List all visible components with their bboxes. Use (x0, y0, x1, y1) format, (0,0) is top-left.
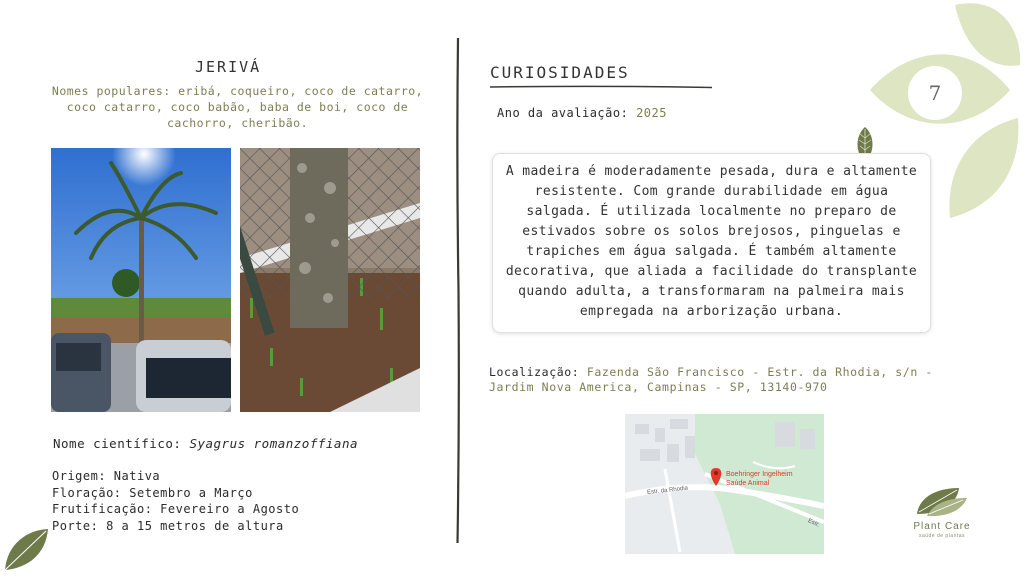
map-road-label-2: Estr. (806, 518, 821, 529)
scientific-name: Syagrus romanzoffiana (189, 436, 358, 451)
flowering-text: Floração: Setembro a Março (52, 485, 253, 500)
map-place-line1: Boehringer Ingelheim (726, 471, 793, 478)
origin-text: Origem: Nativa (52, 469, 161, 483)
plant-facts (52, 468, 299, 534)
page-number: 7 (908, 66, 962, 120)
location-text (489, 365, 979, 395)
plant-care-logo-icon (913, 486, 969, 518)
leaf-icon-bottom-left (2, 526, 50, 572)
curiosities-card (492, 153, 931, 333)
evaluation-year-label: Ano da avaliação: (497, 106, 629, 120)
location-label: Localização: (489, 365, 580, 379)
map-place-line2: Saúde Animal (726, 480, 770, 487)
size-text: Porte: 8 a 15 metros de altura (52, 518, 284, 533)
fruiting-text: Frutificação: Fevereiro a Agosto (52, 502, 300, 516)
evaluation-year-value: 2025 (636, 106, 667, 120)
curiosities-title: CURIOSIDADES (490, 63, 630, 82)
curiosities-text: A madeira é moderadamente pesada, dura e altamente resistente. Com grande durabilidade em água salgada. É utilizada localmente no preparo de estivados sobre os solos brejosos, pinguelas e trapiches em água salgada. É também altamente decorativa, que aliada a facilidade do transplante quando adulta, a transformaram na palmeira mais empregada na arborização urbana. (505, 164, 918, 319)
popular-names: Nomes populares: eribá, coqueiro, coco de catarro, coco catarro, coco babão, baba de boi, coco de cachorro, cheribão. (51, 84, 424, 130)
brand-tagline: saúde de plantas (918, 533, 966, 539)
title-underline (490, 85, 712, 89)
brand-name: Plant Care (913, 521, 971, 532)
palm-trunk-photo (240, 148, 420, 412)
location-map[interactable] (625, 414, 824, 554)
palm-tree-photo (51, 148, 231, 412)
map-road-label: Estr. da Rhodia (646, 485, 689, 496)
location-value: Fazenda São Francisco - Estr. da Rhodia, s/n - Jardim Nova America, Campinas - SP, 13140-970 (489, 365, 933, 394)
scientific-name-label: Nome científico: (53, 436, 182, 451)
column-divider (456, 38, 460, 543)
evaluation-year (497, 106, 667, 120)
scientific-name-line (53, 436, 358, 451)
plant-title: JERIVÁ (195, 58, 262, 76)
